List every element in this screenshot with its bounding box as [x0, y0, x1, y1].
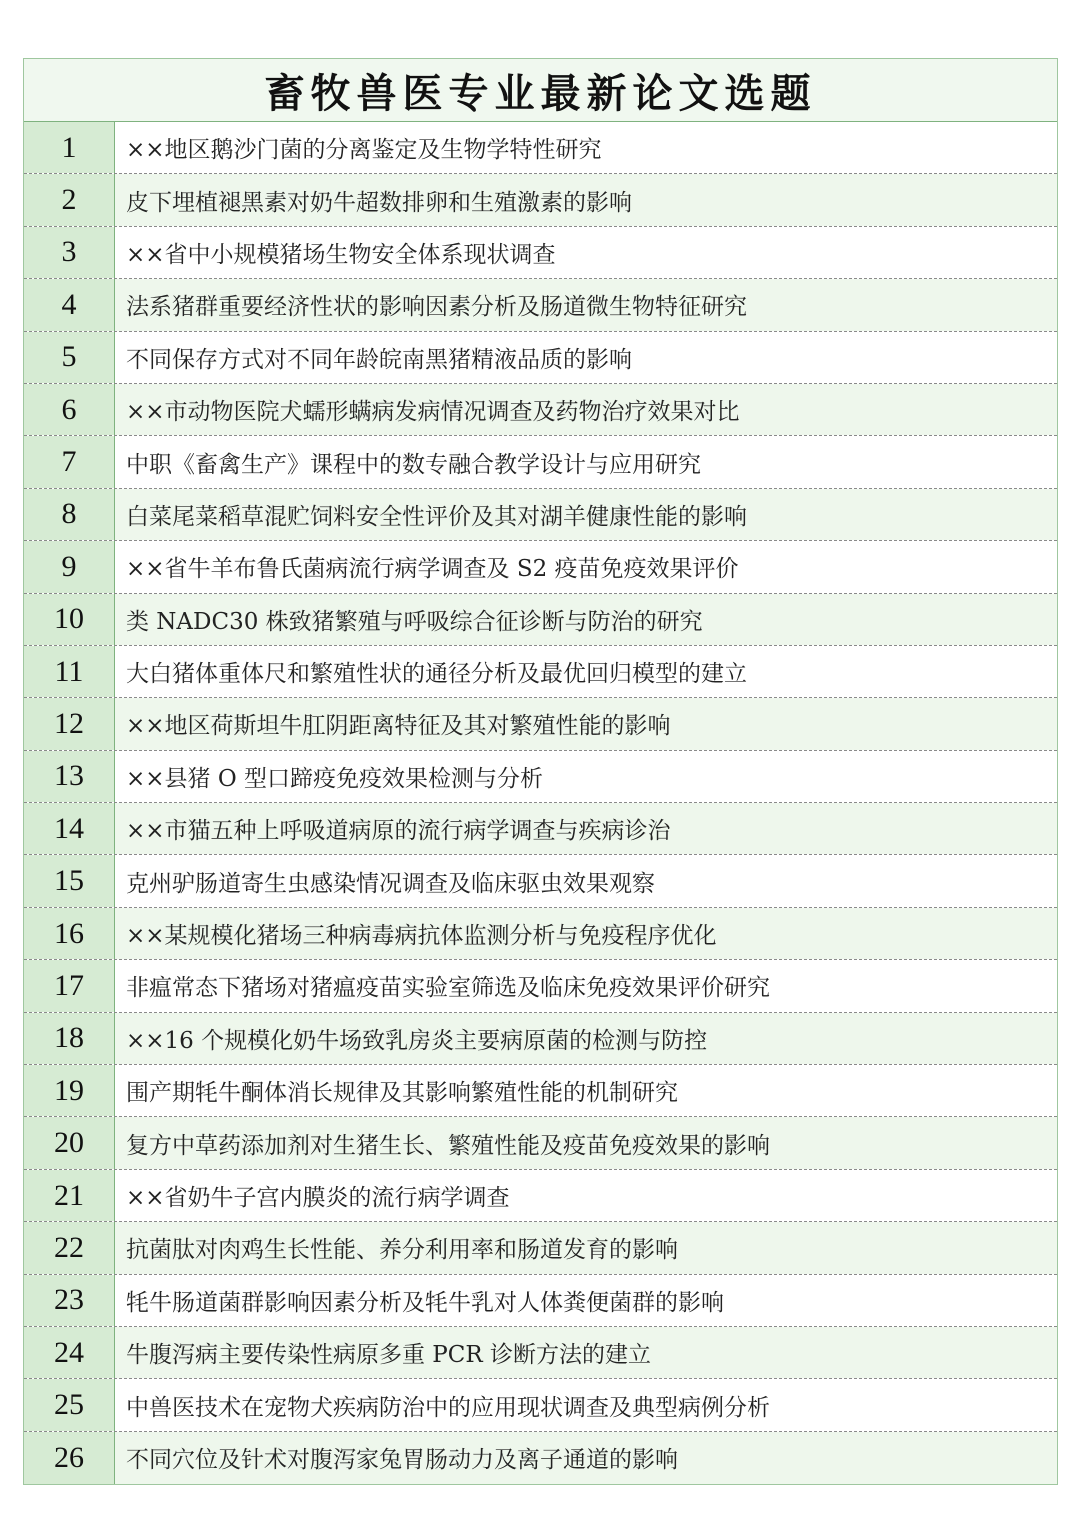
table-row: [24, 1379, 1057, 1431]
topic-title: 中兽医技术在宠物犬疾病防治中的应用现状调查及典型病例分析: [115, 1379, 1057, 1430]
table-row: [24, 1065, 1057, 1117]
topic-title: ××地区鹅沙门菌的分离鉴定及生物学特性研究: [115, 122, 1057, 173]
topic-number: 17: [24, 960, 115, 1011]
topic-title: 抗菌肽对肉鸡生长性能、养分利用率和肠道发育的影响: [115, 1222, 1057, 1273]
topic-title: ××市猫五种上呼吸道病原的流行病学调查与疾病诊治: [115, 803, 1057, 854]
table-row: [24, 332, 1057, 384]
table-row: [24, 1013, 1057, 1065]
topic-title: ××省中小规模猪场生物安全体系现状调查: [115, 227, 1057, 278]
table-row: [24, 1222, 1057, 1274]
topic-number: 24: [24, 1327, 115, 1378]
topic-list: [24, 122, 1057, 1484]
topic-title: ××市动物医院犬蠕形螨病发病情况调查及药物治疗效果对比: [115, 384, 1057, 435]
topic-number: 12: [24, 698, 115, 749]
topic-number: 16: [24, 908, 115, 959]
topic-number: 20: [24, 1117, 115, 1168]
table-row: [24, 803, 1057, 855]
topic-number: 21: [24, 1170, 115, 1221]
topic-number: 19: [24, 1065, 115, 1116]
topic-number: 13: [24, 751, 115, 802]
topic-number: 6: [24, 384, 115, 435]
topic-title: 不同保存方式对不同年龄皖南黑猪精液品质的影响: [115, 332, 1057, 383]
topic-title: 牦牛肠道菌群影响因素分析及牦牛乳对人体粪便菌群的影响: [115, 1275, 1057, 1326]
topic-title: 克州驴肠道寄生虫感染情况调查及临床驱虫效果观察: [115, 855, 1057, 906]
topic-number: 10: [24, 594, 115, 645]
table-row: [24, 174, 1057, 226]
topic-title: ××16 个规模化奶牛场致乳房炎主要病原菌的检测与防控: [115, 1013, 1057, 1064]
table-row: [24, 646, 1057, 698]
topic-number: 1: [24, 122, 115, 173]
table-row: [24, 1327, 1057, 1379]
table-row: [24, 122, 1057, 174]
topic-number: 4: [24, 279, 115, 330]
table-row: [24, 1432, 1057, 1484]
topic-title: ××省牛羊布鲁氏菌病流行病学调查及 S2 疫苗免疫效果评价: [115, 541, 1057, 592]
topic-title: 非瘟常态下猪场对猪瘟疫苗实验室筛选及临床免疫效果评价研究: [115, 960, 1057, 1011]
topic-title: 大白猪体重体尺和繁殖性状的通径分析及最优回归模型的建立: [115, 646, 1057, 697]
topic-number: 11: [24, 646, 115, 697]
topic-number: 14: [24, 803, 115, 854]
table-row: [24, 489, 1057, 541]
topic-number: 22: [24, 1222, 115, 1273]
table-header: [24, 59, 1057, 122]
topic-number: 26: [24, 1432, 115, 1484]
table-row: [24, 698, 1057, 750]
topic-number: 9: [24, 541, 115, 592]
table-row: [24, 1117, 1057, 1169]
table-row: [24, 227, 1057, 279]
table-row: [24, 594, 1057, 646]
topic-title: 围产期牦牛酮体消长规律及其影响繁殖性能的机制研究: [115, 1065, 1057, 1116]
table-row: [24, 384, 1057, 436]
topic-number: 2: [24, 174, 115, 225]
topic-title: ××县猪 O 型口蹄疫免疫效果检测与分析: [115, 751, 1057, 802]
table-row: [24, 855, 1057, 907]
topic-number: 5: [24, 332, 115, 383]
table-row: [24, 908, 1057, 960]
topic-title: 牛腹泻病主要传染性病原多重 PCR 诊断方法的建立: [115, 1327, 1057, 1378]
page-title: 畜牧兽医专业最新论文选题: [264, 69, 817, 117]
topic-title: 类 NADC30 株致猪繁殖与呼吸综合征诊断与防治的研究: [115, 594, 1057, 645]
topic-title: ××地区荷斯坦牛肛阴距离特征及其对繁殖性能的影响: [115, 698, 1057, 749]
topic-number: 3: [24, 227, 115, 278]
topic-title: 皮下埋植褪黑素对奶牛超数排卵和生殖激素的影响: [115, 174, 1057, 225]
topics-table: [23, 58, 1058, 1485]
topic-number: 25: [24, 1379, 115, 1430]
topic-title: 法系猪群重要经济性状的影响因素分析及肠道微生物特征研究: [115, 279, 1057, 330]
topic-number: 8: [24, 489, 115, 540]
topic-title: 中职《畜禽生产》课程中的数专融合教学设计与应用研究: [115, 436, 1057, 487]
topic-number: 15: [24, 855, 115, 906]
table-row: [24, 1275, 1057, 1327]
table-row: [24, 279, 1057, 331]
topic-title: 白菜尾菜稻草混贮饲料安全性评价及其对湖羊健康性能的影响: [115, 489, 1057, 540]
table-row: [24, 751, 1057, 803]
topic-title: 复方中草药添加剂对生猪生长、繁殖性能及疫苗免疫效果的影响: [115, 1117, 1057, 1168]
topic-number: 18: [24, 1013, 115, 1064]
table-row: [24, 541, 1057, 593]
topic-title: 不同穴位及针术对腹泻家兔胃肠动力及离子通道的影响: [115, 1432, 1057, 1484]
topic-title: ××某规模化猪场三种病毒病抗体监测分析与免疫程序优化: [115, 908, 1057, 959]
topic-number: 23: [24, 1275, 115, 1326]
topic-number: 7: [24, 436, 115, 487]
table-row: [24, 1170, 1057, 1222]
table-row: [24, 436, 1057, 488]
table-row: [24, 960, 1057, 1012]
topic-title: ××省奶牛子宫内膜炎的流行病学调查: [115, 1170, 1057, 1221]
